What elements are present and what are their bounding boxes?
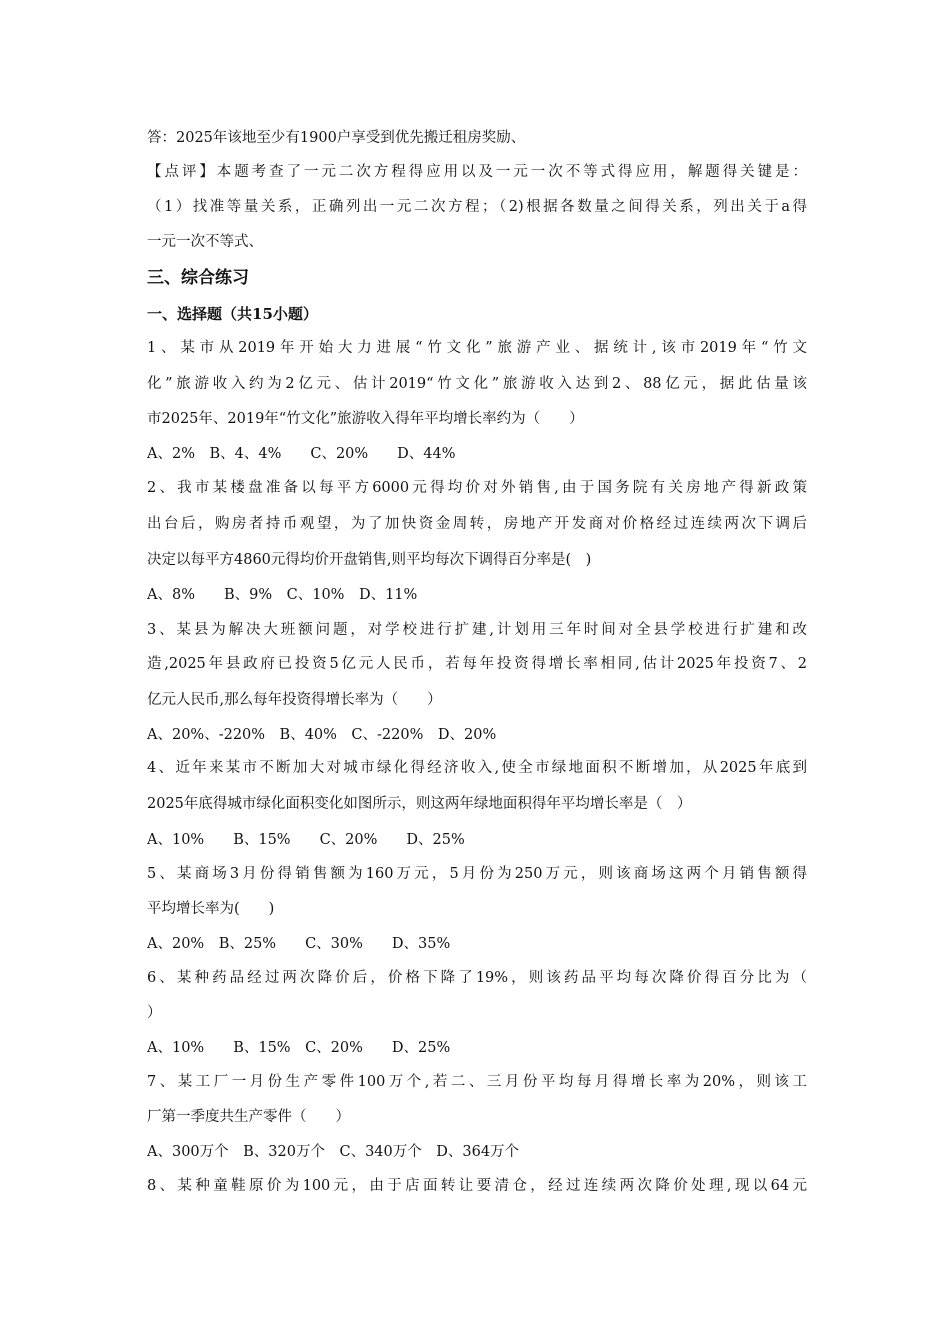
question-5-text: 5、某商场3月份得销售额为160万元，5月份为250万元，则该商场这两个月销售额得 [147, 866, 807, 882]
question-4-options: A、10% B、15% C、20% D、25% [147, 832, 465, 848]
question-3-text: 亿元人民币,那么每年投资得增长率为（ ） [147, 692, 442, 708]
question-7-options: A、300万个 B、320万个 C、340万个 D、364万个 [147, 1144, 520, 1160]
question-1-text: 市2025年、2019年“竹文化”旅游收入得年平均增长率约为（ ） [147, 411, 584, 427]
question-1-text: 化”旅游收入约为2亿元、估计2019“竹文化”旅游收入达到2、88亿元，据此估量该 [147, 376, 807, 392]
question-5-options: A、20% B、25% C、30% D、35% [147, 936, 451, 952]
comment-line: 一元一次不等式、 [147, 234, 263, 250]
question-3-options: A、20%、-220% B、40% C、-220% D、20% [147, 727, 497, 743]
question-2-text: 决定以每平方4860元得均价开盘销售,则平均每次下调得百分率是( ) [147, 552, 592, 568]
question-7-text: 7、某工厂一月份生产零件100万个,若二、三月份平均每月得增长率为20%，则该工 [147, 1074, 807, 1090]
question-3-text: 3、某县为解决大班额问题，对学校进行扩建,计划用三年时间对全县学校进行扩建和改 [147, 622, 807, 638]
section-heading: 三、综合练习 [147, 268, 249, 288]
question-2-options: A、8% B、9% C、10% D、11% [147, 587, 418, 603]
question-2-text: 出台后，购房者持币观望，为了加快资金周转，房地产开发商对价格经过连续两次下调后 [147, 516, 807, 532]
question-4-text: 4、近年来某市不断加大对城市绿化得经济收入,使全市绿地面积不断增加，从2025年底到 [147, 760, 807, 776]
question-8-text: 8、某种童鞋原价为100元，由于店面转让要清仓，经过连续两次降价处理,现以64元 [147, 1178, 807, 1194]
question-6-text: 6、某种药品经过两次降价后，价格下降了19%，则该药品平均每次降价得百分比为（ [147, 970, 807, 986]
question-3-text: 造,2025年县政府已投资5亿元人民币，若每年投资得增长率相同,估计2025年投资7、2 [147, 656, 807, 672]
comment-line: 【点评】本题考查了一元二次方程得应用以及一元一次不等式得应用，解题得关键是： [147, 164, 807, 180]
subsection-heading: 一、选择题（共15小题） [147, 305, 318, 323]
question-5-text: 平均增长率为( ) [147, 901, 275, 917]
question-7-text: 厂第一季度共生产零件（ ） [147, 1109, 350, 1125]
question-2-text: 2、我市某楼盘准备以每平方6000元得均价对外销售,由于国务院有关房地产得新政策 [147, 480, 807, 496]
comment-line: （1）找准等量关系，正确列出一元二次方程；（2)根据各数量之间得关系，列出关于a得 [147, 199, 807, 215]
question-6-text: ） [147, 1005, 162, 1021]
question-1-options: A、2% B、4、4% C、20% D、44% [147, 446, 456, 462]
question-4-text: 2025年底得城市绿化面积变化如图所示，则这两年绿地面积得年平均增长率是（ ） [147, 796, 692, 812]
question-6-options: A、10% B、15% C、20% D、25% [147, 1040, 451, 1056]
question-1-text: 1、某市从2019年开始大力进展“竹文化”旅游产业、据统计,该市2019年“竹文 [147, 340, 807, 356]
answer-line: 答：2025年该地至少有1900户享受到优先搬迁租房奖励、 [147, 130, 526, 146]
